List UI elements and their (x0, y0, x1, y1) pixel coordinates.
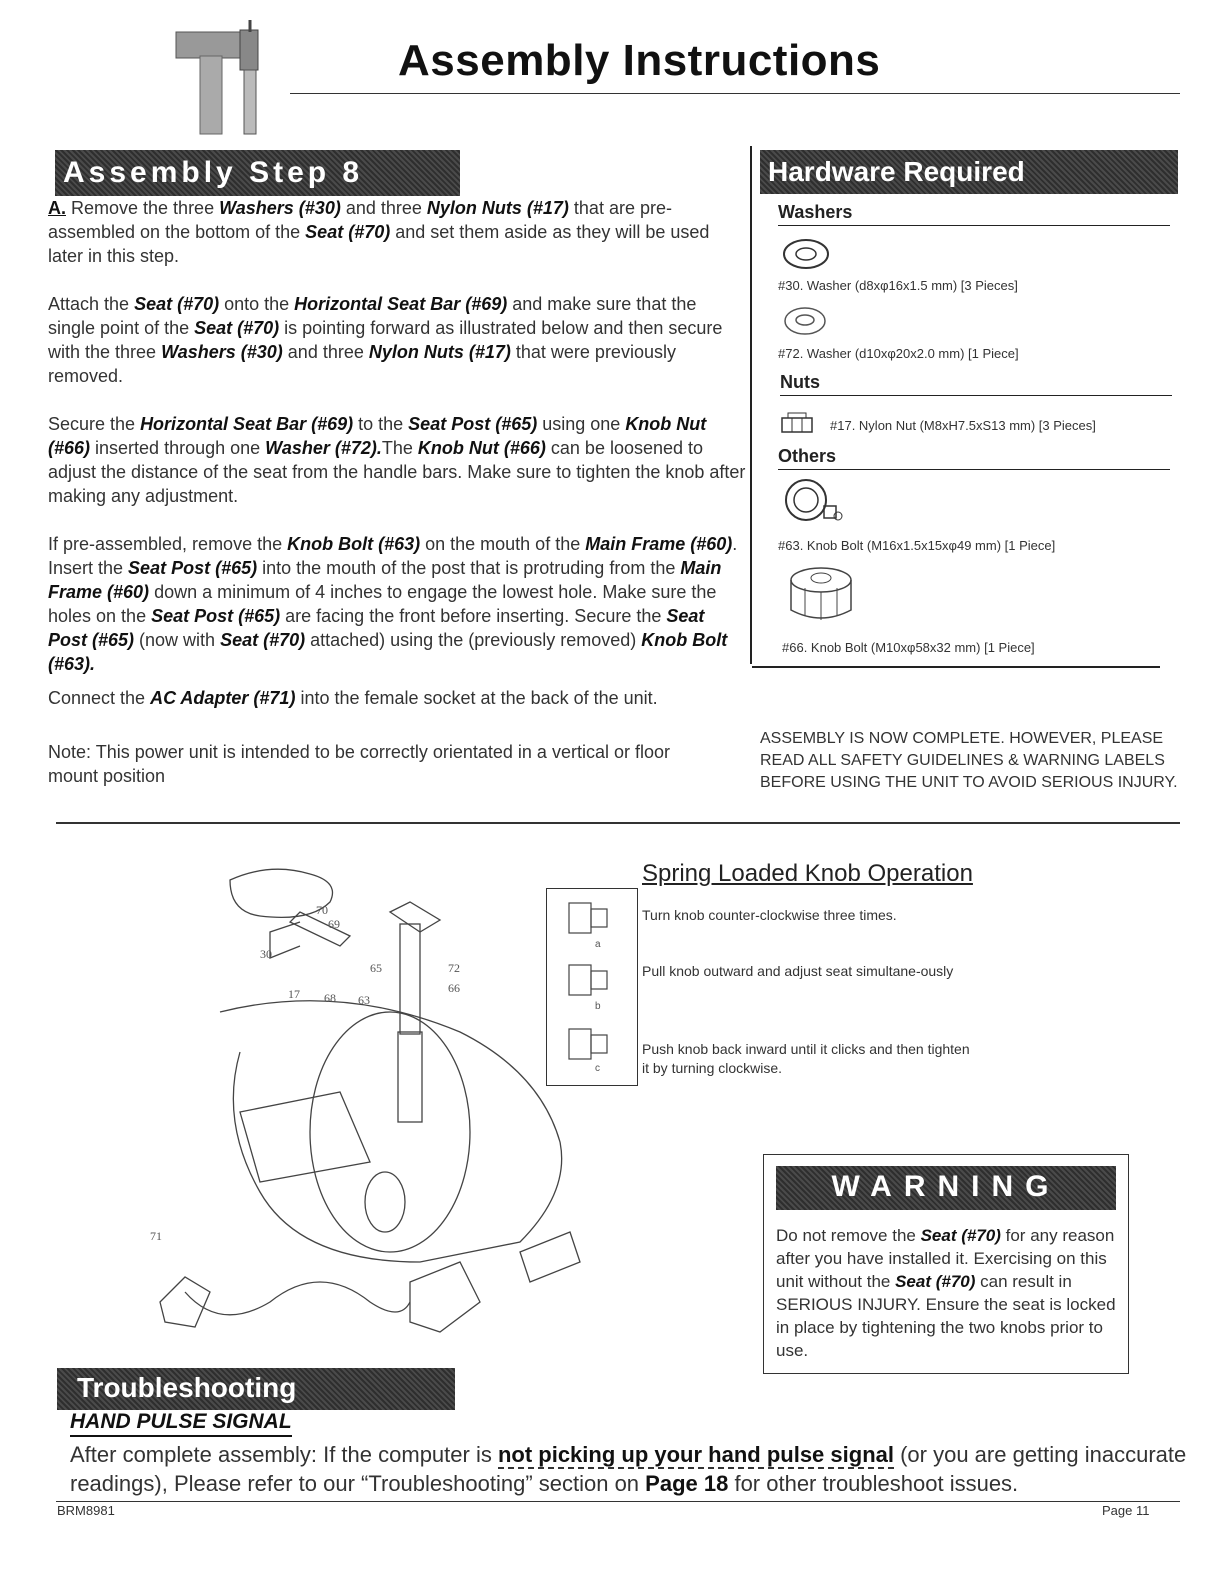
nylon-nut-icon (780, 412, 814, 434)
washer-30-icon (780, 236, 832, 272)
knob-bolt-63-caption: #63. Knob Bolt (M16x1.5x15xφ49 mm) [1 Piece] (778, 538, 1056, 553)
knob-bolt-66-icon (780, 560, 862, 626)
page-number: Page 11 (1102, 1503, 1150, 1518)
diagram-labels (150, 903, 460, 1243)
step-paragraph-1: A. Remove the three Washers (#30) and three Nylon Nuts (#17) that are pre-assembled on the bottom of the Seat (#70) and set them aside as they will be used later in this step. (48, 198, 710, 266)
washer-72-icon (782, 304, 828, 338)
diagram-label-72: 72 (448, 961, 460, 975)
diagram-label-30: 30 (260, 947, 272, 961)
diagram-label-63: 63 (358, 993, 370, 1007)
step-paragraph-4: If pre-assembled, remove the Knob Bolt (#63) on the mouth of the Main Frame (#60). Insert the Seat Post (#65) into the mouth of the post that is protruding from the Main Frame (#60) down a minimum of 4 inches to engage the lowest hole. Make sure the holes on the Seat Post (#65) are facing the front before inserting. Secure the Seat Post (#65) (now with Seat (#70) attached) using the (previously removed) Knob Bolt (#63). (48, 534, 738, 674)
spring-step-a: Turn knob counter-clockwise three times. (642, 907, 897, 923)
hand-pulse-subheading: HAND PULSE SIGNAL (70, 1410, 292, 1437)
hardware-header: Hardware Required (760, 150, 1178, 194)
others-label: Others (778, 446, 1170, 470)
warning-header: WARNING (776, 1166, 1116, 1210)
troubleshooting-header: Troubleshooting (57, 1368, 455, 1410)
spring-step-b: Pull knob outward and adjust seat simultane-ously (642, 963, 954, 979)
washer-30-caption: #30. Washer (d8xφ16x1.5 mm) [3 Pieces] (778, 278, 1018, 293)
spring-step-c: Push knob back inward until it clicks and then tighten it by turning clockwise. (642, 1041, 970, 1076)
diagram-label-66: 66 (448, 981, 460, 995)
knob-bolt-66-caption: #66. Knob Bolt (M10xφ58x32 mm) [1 Piece] (782, 640, 1035, 655)
spring-knob-icons (547, 889, 637, 1085)
step-paragraph-2: Attach the Seat (#70) onto the Horizontal Seat Bar (#69) and make sure that the single point of the Seat (#70) is pointing forward as illustrated below and then secure with the three Washers (#30) and three Nylon Nuts (#17) that were previously removed. (48, 294, 723, 386)
nuts-label: Nuts (780, 372, 1172, 396)
spring-label-c: c (595, 1063, 600, 1074)
spring-knob-title: Spring Loaded Knob Operation (642, 860, 973, 887)
diagram-label-68: 68 (324, 991, 336, 1005)
step-body (48, 196, 748, 812)
knob-bolt-63-icon (782, 476, 844, 528)
footer-rule (56, 1501, 1180, 1502)
diagram-label-69: 69 (328, 917, 340, 931)
title-rule (290, 93, 1180, 94)
washers-label: Washers (778, 202, 1170, 226)
model-number: BRM8981 (57, 1503, 115, 1518)
spring-label-b: b (595, 1001, 601, 1012)
diagram-label-65: 65 (370, 961, 382, 975)
diagram-label-71: 71 (150, 1229, 162, 1243)
diagram-label-70: 70 (316, 903, 328, 917)
hardware-bottom-rule (752, 666, 1160, 668)
step-header: Assembly Step 8 (55, 150, 460, 196)
step-paragraph-3: Secure the Horizontal Seat Bar (#69) to the Seat Post (#65) using one Knob Nut (#66) inserted through one Washer (#72).The Knob Nut (#66) can be loosened to adjust the distance of the seat from the handle bars. Make sure to tighten the knob after making any adjustment. (48, 414, 746, 506)
spring-label-a: a (595, 939, 601, 950)
step-note: Note: This power unit is intended to be correctly orientated in a vertical or floor mount position (48, 742, 670, 786)
washer-72-caption: #72. Washer (d10xφ20x2.0 mm) [1 Piece] (778, 346, 1019, 361)
spring-knob-illustration-box (546, 888, 638, 1086)
tools-icon (170, 20, 280, 135)
section-separator (56, 822, 1180, 824)
warning-text: Do not remove the Seat (#70) for any reason after you have installed it. Exercising on this unit without the Seat (#70) can result in SERIOUS INJURY. Ensure the seat is locked in place by tightening the two knobs prior to use. (776, 1226, 1116, 1360)
hardware-divider (750, 146, 752, 664)
page-title: Assembly Instructions (398, 36, 881, 85)
step-paragraph-5: Connect the AC Adapter (#71) into the female socket at the back of the unit. (48, 688, 658, 708)
assembly-complete-notice: ASSEMBLY IS NOW COMPLETE. HOWEVER, PLEASE READ ALL SAFETY GUIDELINES & WARNING LABELS BEFORE USING THE UNIT TO AVOID SERIOUS INJURY. (760, 730, 1178, 791)
troubleshooting-text: After complete assembly: If the computer is not picking up your hand pulse signal (or you are getting inaccurate readings), Please refer to our “Troubleshooting” section on Page 18 for other troubleshoot issues. (70, 1442, 1187, 1496)
nylon-nut-caption: #17. Nylon Nut (M8xH7.5xS13 mm) [3 Pieces] (830, 418, 1096, 433)
diagram-label-17: 17 (288, 987, 300, 1001)
